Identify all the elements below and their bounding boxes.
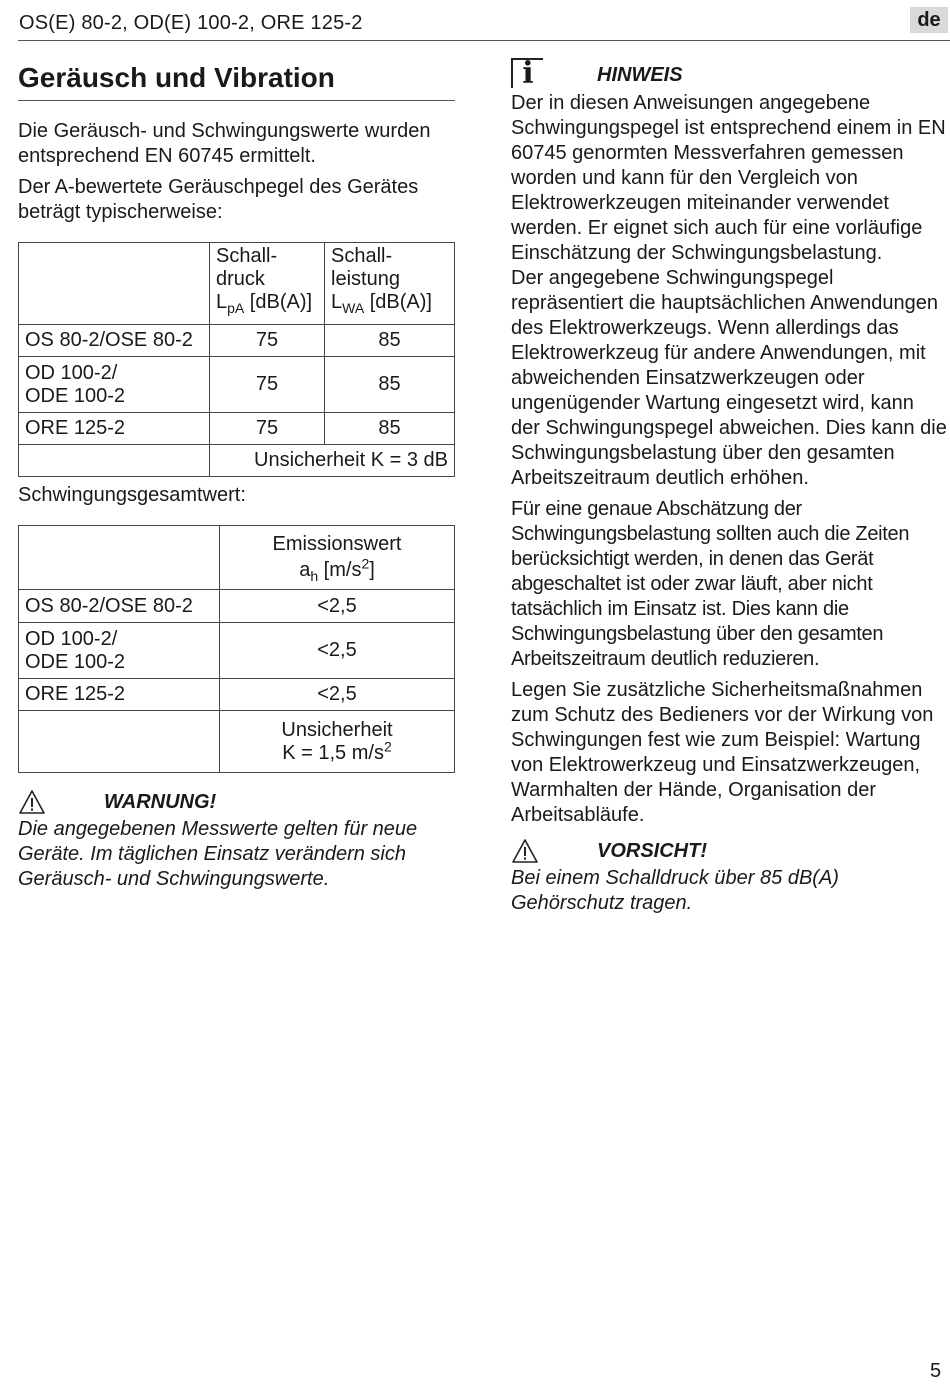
info-icon: i <box>511 58 543 88</box>
model-label: ORE 125-2 <box>19 413 210 445</box>
table-row <box>19 590 455 623</box>
sound-pressure-value: 75 <box>210 325 325 357</box>
model-label: OS 80-2/OSE 80-2 <box>19 590 220 623</box>
vibration-table-corner-cell <box>19 526 220 590</box>
notice-paragraph-4: Legen Sie zusätzliche Sicherheitsmaßnahmen zum Schutz des Bedieners vor der Wirkung von Schwingungen fest wie zum Beispiel: Wartung von Elektrowerkzeug und Einsatzwerkzeugen, Warmhalten der Hände, Organisation der Arbeitsabläufe. <box>511 679 934 826</box>
vibration-table <box>18 525 455 773</box>
page-number: 5 <box>930 1360 942 1382</box>
intro-paragraph-2: Der A-bewertete Geräuschpegel des Gerätes beträgt typischerweise: <box>18 176 419 223</box>
vibration-uncertainty-row <box>19 711 455 773</box>
table-row <box>19 325 455 357</box>
notice-paragraph-2: Der angegebene Schwingungspegel repräsentiert die hauptsächlichen Anwendungen des Elektrowerkzeugs. Wenn allerdings das Elektrowerkzeug für andere Anwendungen, mit abweichenden Einsatzwerkzeugen oder ungenügender Wartung eingesetzt wird, kann der Schwingungspegel abweichen. Dies kann die Schwingungsbelastung über den gesamten Arbeitszeitraum deutlich erhöhen. <box>511 267 947 489</box>
warning-triangle-icon <box>18 789 46 815</box>
right-column <box>511 55 947 916</box>
caution-label: VORSICHT! <box>597 839 707 862</box>
caution-header <box>511 836 947 866</box>
model-label: OD 100-2/ ODE 100-2 <box>19 623 220 679</box>
left-column <box>18 60 455 892</box>
sound-power-value: 85 <box>325 413 455 445</box>
table-row <box>19 623 455 679</box>
emission-value-header: Emissionswert $a_h$ $[m/s^2]$ <box>220 526 455 590</box>
model-label: ORE 125-2 <box>19 679 220 711</box>
document-header-title: OS(E) 80-2, OD(E) 100-2, ORE 125-2 <box>19 12 363 34</box>
caution-triangle-icon <box>511 838 539 864</box>
sound-pressure-value: 75 <box>210 413 325 445</box>
warning-label: WARNUNG! <box>104 790 217 813</box>
vibration-table-header-row <box>19 526 455 590</box>
language-badge: de <box>910 7 948 33</box>
header-rule <box>18 40 950 41</box>
warning-header <box>18 787 455 817</box>
emission-value: <2,5 <box>220 623 455 679</box>
sound-pressure-header: Schall- druck $L_{pA}$ [dB(A)] <box>210 243 325 325</box>
vibration-uncertainty: Unsicherheit K = 1,5 $m/s^2$ <box>220 711 455 773</box>
noise-table <box>18 242 455 477</box>
noise-uncertainty-row <box>19 445 455 477</box>
sound-power-value: 85 <box>325 325 455 357</box>
model-label: OS 80-2/OSE 80-2 <box>19 325 210 357</box>
notice-label: HINWEIS <box>597 63 683 86</box>
model-label: OD 100-2/ ODE 100-2 <box>19 357 210 413</box>
sound-power-value: 85 <box>325 357 455 413</box>
section-title: Geräusch und Vibration <box>18 60 455 101</box>
table-row <box>19 357 455 413</box>
sound-power-header: Schall- leistung $L_{WA}$ [dB(A)] <box>325 243 455 325</box>
notice-paragraph-3: Für eine genaue Abschätzung der Schwingungsbelastung sollten auch die Zeiten berücksichtigt werden, in denen das Gerät abgeschaltet ist oder zwar läuft, aber nicht tatsächlich im Einsatz ist. Dies kann die Schwingungsbelastung über den gesamten Arbeitszeitraum deutlich reduzieren. <box>511 498 910 670</box>
sound-pressure-value: 75 <box>210 357 325 413</box>
warning-text: Die angegebenen Messwerte gelten für neue Geräte. Im täglichen Einsatz verändern sich Geräusch- und Schwingungswerte. <box>18 818 418 890</box>
vibration-label: Schwingungsgesamtwert: <box>18 484 246 506</box>
notice-header <box>511 55 947 91</box>
caution-text: Bei einem Schalldruck über 85 dB(A) Gehörschutz tragen. <box>511 867 839 914</box>
table-row <box>19 679 455 711</box>
noise-table-corner-cell <box>19 243 210 325</box>
table-row <box>19 413 455 445</box>
emission-value: <2,5 <box>220 679 455 711</box>
notice-paragraph-1: Der in diesen Anweisungen angegebene Schwingungspegel ist entsprechend einem in EN 60745 genormten Messverfahren gemessen worden und kann für den Vergleich von Elektrowerkzeugen miteinander verwendet werden. Er eignet sich auch für eine vorläufige Einschätzung der Schwingungsbelastung. <box>511 92 946 264</box>
noise-table-header-row <box>19 243 455 325</box>
intro-paragraph-1: Die Geräusch- und Schwingungswerte wurden entsprechend EN 60745 ermittelt. <box>18 120 431 167</box>
emission-value: <2,5 <box>220 590 455 623</box>
noise-uncertainty: Unsicherheit K = 3 dB <box>210 445 455 477</box>
